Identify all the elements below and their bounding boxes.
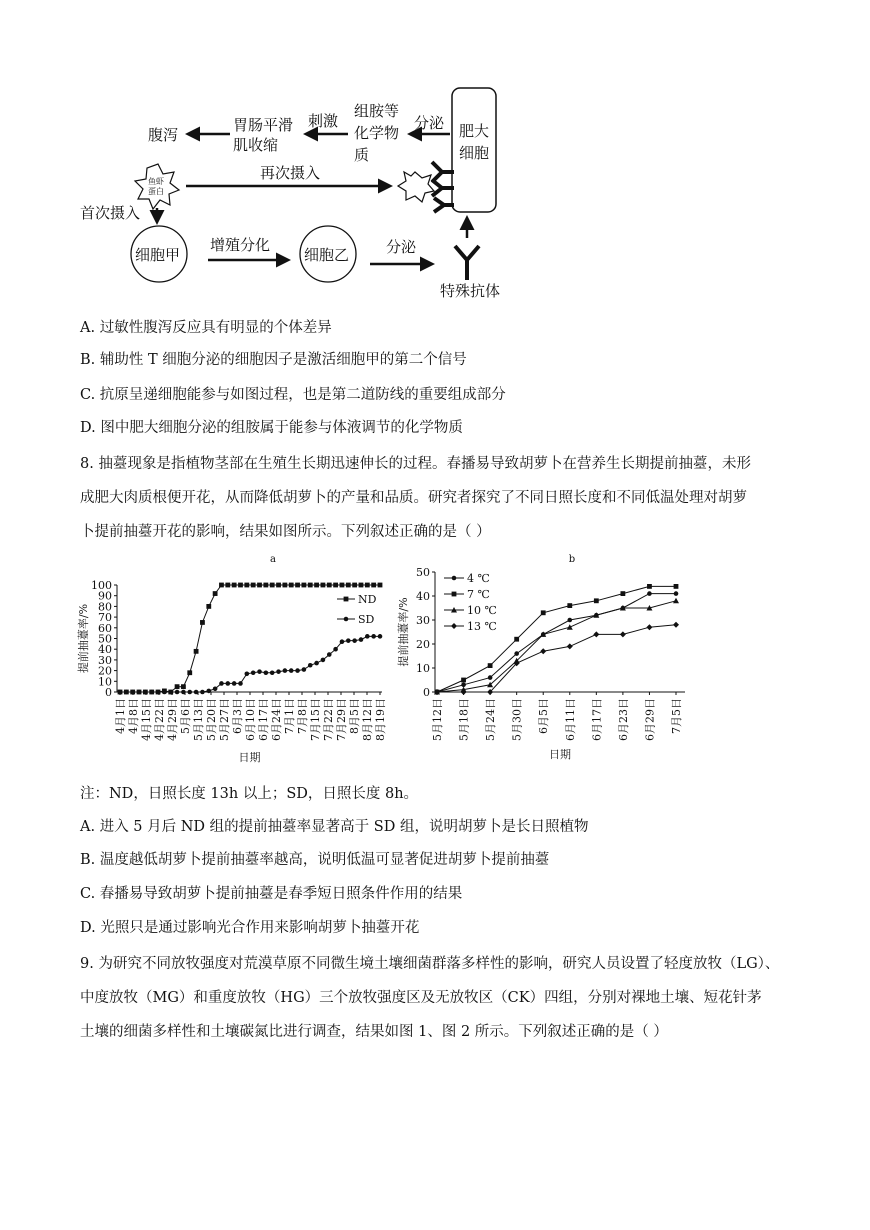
y-tick-label: 70 [98,611,112,625]
data-point [162,690,167,695]
y-tick-label: 80 [98,600,112,614]
data-point [488,675,493,680]
data-point [567,643,573,649]
data-point [302,667,307,672]
legend-label: 10 ℃ [467,604,497,617]
data-point [289,668,294,673]
cell-a-label: 细胞甲 [135,246,181,264]
data-point [488,663,493,668]
x-tick-label: 6月29日 [643,698,657,741]
diarrhea-label: 腹泻 [148,126,179,144]
chart-title: a [270,554,276,565]
data-point [219,681,224,686]
data-point [567,624,573,630]
data-point [378,634,383,639]
x-tick-label: 6月23日 [616,698,630,741]
histamine-label-3: 质 [354,146,370,164]
data-point [219,583,224,588]
legend-label: ND [358,593,377,606]
data-point [118,690,123,695]
x-tick-label: 7月8日 [296,698,309,734]
q8-option-a: A. 进入 5 月后 ND 组的提前抽薹率显著高于 SD 组，说明胡萝卜是长日照植物 [80,819,589,835]
data-point [593,631,599,637]
antibody-label: 特殊抗体 [440,282,501,300]
data-point [232,583,237,588]
chart-title: b [568,554,576,565]
y-tick-label: 0 [423,686,430,699]
x-tick-label: 4月8日 [127,698,140,734]
y-tick-label: 90 [98,589,112,603]
data-point [200,620,205,625]
legend-marker [344,597,349,602]
x-tick-label: 6月17日 [590,698,604,741]
bound-antibodies [432,162,454,212]
y-tick-label: 100 [91,579,112,592]
data-point [352,638,357,643]
data-point [359,637,364,642]
first-intake-label: 首次摄入 [80,204,141,222]
data-point [187,670,192,675]
data-point [365,583,370,588]
data-point [340,583,345,588]
y-tick-label: 40 [98,643,112,657]
data-point [314,583,319,588]
data-point [289,583,294,588]
y-tick-label: 40 [416,590,430,603]
x-tick-label: 7月22日 [322,698,335,741]
data-point [295,668,300,673]
data-point [540,648,546,654]
data-point [673,622,679,628]
data-point [124,690,129,695]
data-point [371,634,376,639]
q8-note: 注：ND，日照长度 13h 以上；SD，日照长度 8h。 [80,786,419,802]
data-point [333,583,338,588]
allergy-diagram [70,80,530,310]
data-point [594,598,599,603]
data-point [346,583,351,588]
data-point [567,603,572,608]
data-point [206,689,211,694]
x-tick-label: 5月20日 [205,698,218,741]
legend-marker [344,617,349,622]
histamine-label-1: 组胺等 [354,102,400,120]
x-tick-label: 6月24日 [270,698,283,741]
q8-option-b: B. 温度越低胡萝卜提前抽薹率越高，说明低温可显著促进胡萝卜提前抽薹 [80,852,550,868]
q8-option-d: D. 光照只是通过影响光合作用来影响胡萝卜抽薹开花 [80,920,420,936]
legend-label: SD [358,613,375,626]
mast-cell-label-1: 肥大 [459,122,490,140]
data-point [213,686,218,691]
x-tick-label: 6月10日 [244,698,257,741]
x-tick-label: 4月29日 [166,698,179,741]
data-point [321,583,326,588]
data-point [647,591,652,596]
x-tick-label: 4月15日 [140,698,153,741]
data-point [276,669,281,674]
x-tick-label: 5月24日 [484,698,498,741]
data-point [238,583,243,588]
q8-option-c: C. 春播易导致胡萝卜提前抽薹是春季短日照条件作用的结果 [80,886,463,902]
cell-b-label: 细胞乙 [304,246,350,264]
data-point [187,690,192,695]
proliferate-label: 增殖分化 [210,236,271,254]
y-axis-label: 提前抽薹率/% [397,597,410,667]
secrete-top-label: 分泌 [414,114,445,132]
data-point [251,583,256,588]
y-tick-label: 10 [416,662,430,675]
data-point [181,690,186,695]
data-point [461,678,466,683]
data-point [270,670,275,675]
y-tick-label: 60 [98,621,112,635]
data-point [567,618,572,623]
allergen-label-2: 蛋白 [148,187,164,196]
x-tick-label: 6月17日 [257,698,270,741]
x-tick-label: 7月29日 [335,698,348,741]
legend-label: 4 ℃ [467,572,490,585]
data-point [175,690,180,695]
series-line [437,586,676,692]
data-point [514,637,519,642]
data-point [282,583,287,588]
legend-label: 7 ℃ [467,588,490,601]
x-axis-label: 日期 [549,748,571,761]
data-point [156,690,161,695]
y-tick-label: 20 [416,638,430,651]
data-point [673,598,679,604]
data-point [194,649,199,654]
x-tick-label: 7月1日 [283,698,296,734]
legend-marker [452,576,457,581]
data-point [295,583,300,588]
data-point [251,670,256,675]
data-point [264,670,269,675]
chart-b [395,548,715,768]
gut-contraction-label-2: 肌收缩 [233,136,279,154]
data-point [257,669,262,674]
data-point [674,584,679,589]
x-tick-label: 8月19日 [374,698,387,741]
data-point [461,683,466,688]
data-point [149,690,154,695]
allergen-label-1: 鱼虾 [148,177,164,186]
data-point [137,690,142,695]
series-2 [118,634,383,694]
data-point [378,583,383,588]
data-point [514,651,519,656]
data-point [283,668,288,673]
data-point [143,690,148,695]
data-point [646,624,652,630]
x-tick-label: 7月5日 [670,698,683,734]
x-tick-label: 5月27日 [218,698,231,741]
data-point [352,583,357,588]
x-axis-label: 日期 [238,751,261,764]
data-point [213,591,218,596]
data-point [371,583,376,588]
x-tick-label: 5月30日 [510,698,524,741]
x-tick-label: 5月12日 [431,698,444,741]
data-point [365,634,370,639]
y-tick-label: 10 [98,675,112,689]
series-line [120,585,380,692]
data-point [321,658,326,663]
legend-label: 13 ℃ [467,620,497,633]
q8-stem-2: 成肥大肉质根便开花，从而降低胡萝卜的产量和品质。研究者探究了不同日照长度和不同低温处理对胡萝 [80,490,747,506]
data-point [620,591,625,596]
x-tick-label: 7月15日 [309,698,322,741]
data-point [276,583,281,588]
x-tick-label: 6月3日 [231,698,244,734]
q7-option-b: B. 辅助性 T 细胞分泌的细胞因子是激活细胞甲的第二个信号 [80,352,467,368]
data-point [327,652,332,657]
allergen-star-bound [398,172,434,202]
x-tick-label: 6月11日 [563,698,577,741]
data-point [327,583,332,588]
data-point [194,690,199,695]
free-antibody-icon [455,246,479,280]
data-point [226,681,231,686]
q8-stem-3: 卜提前抽薹开花的影响，结果如图所示。下列叙述正确的是（ ） [80,524,491,540]
reintake-label: 再次摄入 [260,164,321,182]
data-point [314,661,319,666]
x-tick-label: 4月1日 [114,698,127,734]
data-point [168,690,173,695]
data-point [647,584,652,589]
histamine-label-2: 化学物 [354,124,400,142]
data-point [674,591,679,596]
data-point [308,663,313,668]
data-point [206,604,211,609]
x-tick-label: 5月6日 [179,698,192,734]
mast-cell-label-2: 细胞 [459,144,490,162]
gut-contraction-label-1: 胃肠平滑 [233,116,294,134]
data-point [263,583,268,588]
q7-option-c: C. 抗原呈递细胞能参与如图过程，也是第二道防线的重要组成部分 [80,387,506,403]
q8-stem-1: 8. 抽薹现象是指植物茎部在生殖生长期迅速伸长的过程。春播易导致胡萝卜在营养生长期提前抽薹，未形 [80,456,751,472]
chart-a [75,548,395,768]
data-point [232,681,237,686]
series-line [120,636,380,692]
x-tick-label: 8月12日 [361,698,374,741]
legend-marker [451,623,457,629]
q7-option-d: D. 图中肥大细胞分泌的组胺属于能参与体液调节的化学物质 [80,420,463,436]
y-tick-label: 50 [416,566,430,579]
q9-stem-1: 9. 为研究不同放牧强度对荒漠草原不同微生境土壤细菌群落多样性的影响，研究人员设置了轻度放牧（LG）、 [80,956,780,972]
q9-stem-2: 中度放牧（MG）和重度放牧（HG）三个放牧强度区及无放牧区（CK）四组，分别对裸地土壤、短花针茅 [80,990,762,1006]
y-tick-label: 30 [416,614,430,627]
data-point [302,583,307,588]
data-point [130,690,135,695]
data-point [257,583,262,588]
x-tick-label: 5月13日 [192,698,205,741]
x-tick-label: 4月22日 [153,698,166,741]
data-point [541,610,546,615]
data-point [620,631,626,637]
y-axis-label: 提前抽薹率/% [77,603,90,674]
y-tick-label: 30 [98,653,112,667]
stimulate-label: 刺激 [308,112,339,130]
data-point [200,690,205,695]
data-point [333,647,338,652]
data-point [181,684,186,689]
data-point [308,583,313,588]
q7-option-a: A. 过敏性腹泻反应具有明显的个体差异 [80,320,332,336]
secrete-bottom-label: 分泌 [386,238,417,256]
q9-stem-3: 土壤的细菌多样性和土壤碳氮比进行调查，结果如图 1、图 2 所示。下列叙述正确的是（ ） [80,1024,668,1040]
data-point [340,639,345,644]
y-tick-label: 50 [98,632,112,646]
legend-marker [452,592,457,597]
data-point [346,638,351,643]
x-tick-label: 8月5日 [348,698,361,734]
data-point [244,583,249,588]
data-point [245,672,250,677]
data-point [359,583,364,588]
data-point [175,684,180,689]
data-point [270,583,275,588]
y-tick-label: 0 [105,686,112,699]
y-tick-label: 20 [98,664,112,678]
x-tick-label: 6月5日 [537,698,551,734]
x-tick-label: 5月18日 [457,698,471,741]
data-point [238,681,243,686]
data-point [225,583,230,588]
